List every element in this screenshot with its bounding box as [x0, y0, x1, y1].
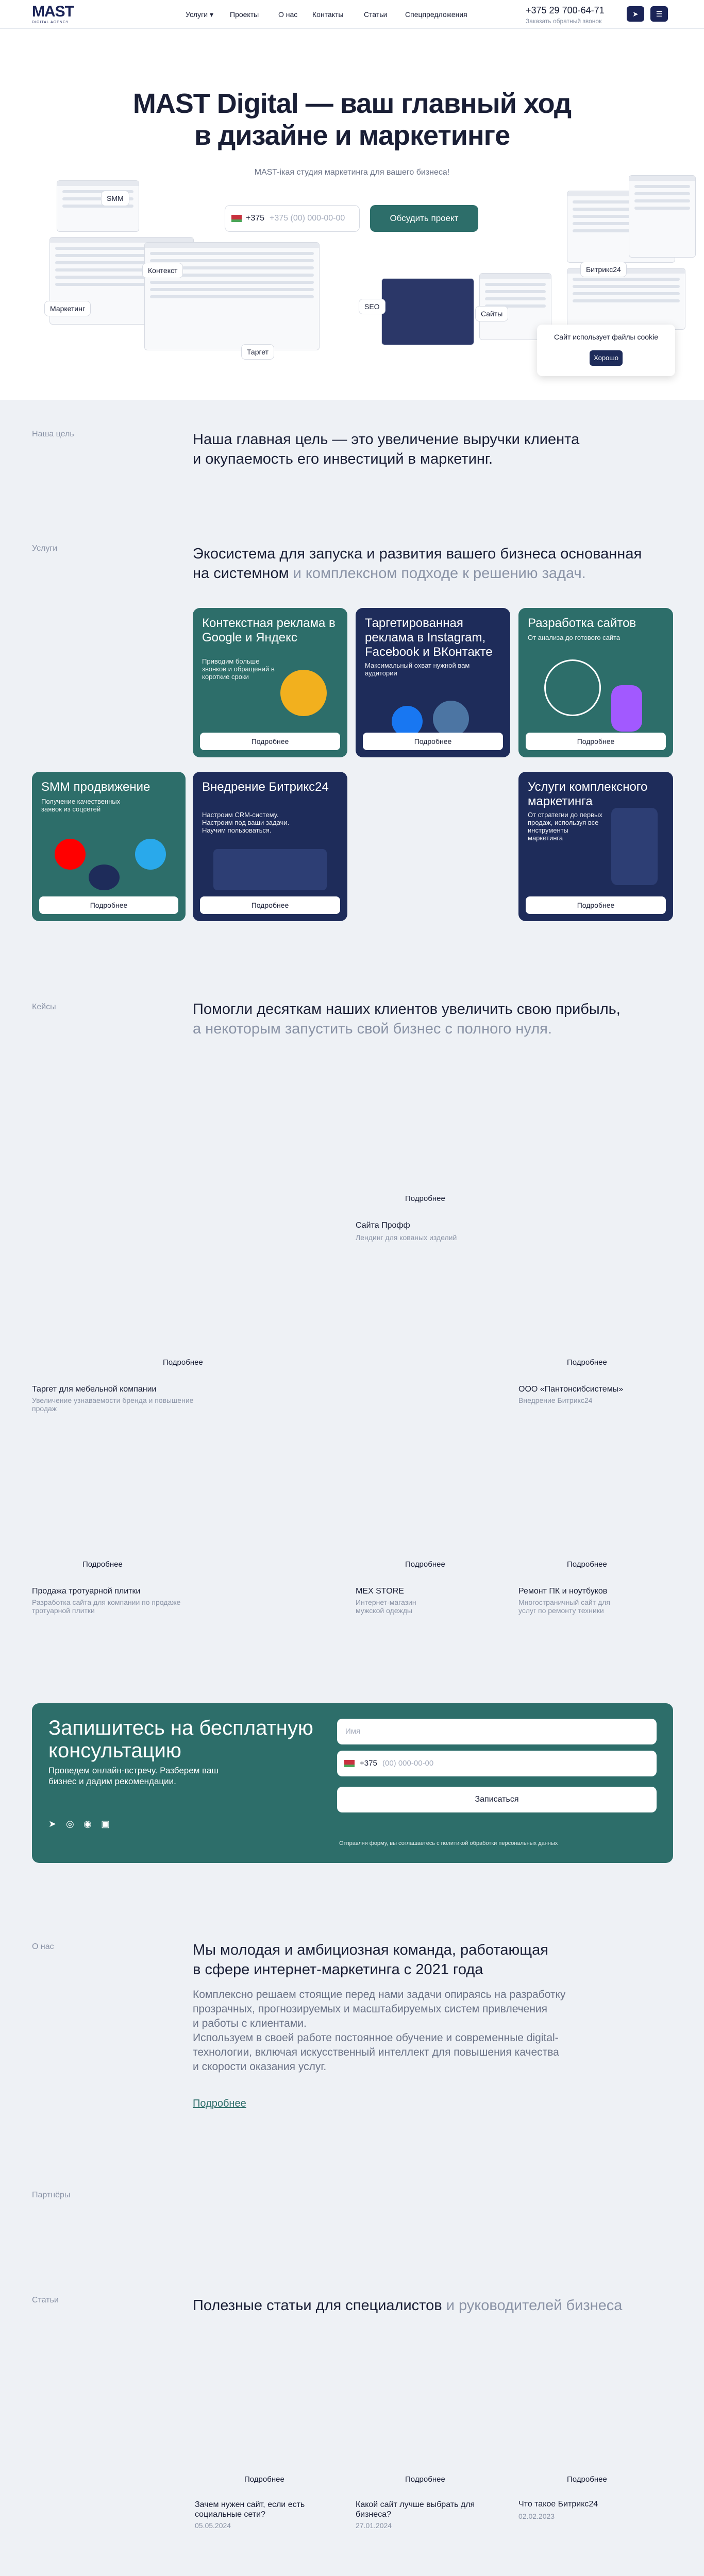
whatsapp-icon[interactable]: ◉: [83, 1819, 92, 1829]
article-date: 02.02.2023: [518, 2512, 555, 2520]
article-more-link[interactable]: Подробнее: [567, 2475, 607, 2484]
service-card-title: Разработка сайтов: [528, 616, 636, 630]
phone-placeholder: (00) 000-00-00: [382, 1759, 434, 1768]
article-title[interactable]: Какой сайт лучше выбрать для бизнеса?: [356, 2500, 475, 2519]
case-desc: Внедрение Битрикс24: [518, 1396, 593, 1404]
goal-label: Наша цель: [32, 430, 74, 438]
services-title-dark: на системном: [193, 565, 289, 582]
service-card-more-button[interactable]: Подробнее: [526, 733, 666, 750]
viber-icon[interactable]: ◎: [66, 1819, 74, 1829]
services-title: [193, 544, 642, 583]
case-more-link[interactable]: Подробнее: [163, 1358, 203, 1367]
consult-submit-button[interactable]: Записаться: [337, 1787, 657, 1812]
chip-sites: Сайты: [475, 306, 508, 321]
chess-piece-icon: [611, 808, 658, 885]
article-date: 05.05.2024: [195, 2521, 231, 2530]
hero-title: [0, 88, 704, 151]
case-more-link[interactable]: Подробнее: [567, 1560, 607, 1569]
about-p1-line2: прозрачных, прогнозируемых и масштабируемых систем привлечения: [193, 2003, 548, 2015]
consult-title: [48, 1717, 313, 1762]
about-p2-line2: технологии, включая искусственный интеллект для повышения качества: [193, 2046, 559, 2058]
goal-text: [193, 430, 579, 469]
logo-text: MAST: [32, 3, 74, 20]
service-card-bitrix[interactable]: [193, 772, 347, 921]
telegram-icon: [135, 839, 166, 870]
logo[interactable]: [32, 3, 74, 24]
mock-screen: [567, 268, 685, 330]
case-desc: Интернет-магазин мужской одежды: [356, 1598, 416, 1615]
about-p2-line3: и скорости оказания услуг.: [193, 2061, 327, 2073]
services-title-dim: и комплексном подходе к решению задач.: [289, 565, 586, 582]
google-ads-icon: [280, 670, 327, 716]
nav-projects[interactable]: Проекты: [230, 10, 259, 19]
mock-screen: [144, 242, 320, 350]
articles-label: Статьи: [32, 2296, 59, 2304]
goal-line1: Наша главная цель — это увеличение выручки клиента: [193, 431, 580, 448]
service-card-smm[interactable]: [32, 772, 186, 921]
mock-screen: [629, 175, 696, 258]
article-date: 27.01.2024: [356, 2521, 392, 2530]
case-title[interactable]: Сайта Профф: [356, 1221, 410, 1230]
service-card-more-button[interactable]: Подробнее: [200, 896, 340, 914]
service-card-desc: Настроим CRM-систему. Настроим под ваши задачи. Научим пользоваться.: [202, 811, 290, 834]
about-p1-line1: Комплексно решаем стоящие перед нами задачи опираясь на разработку: [193, 1989, 566, 2001]
service-card-context[interactable]: [193, 608, 347, 757]
logo-subtitle: DIGITAL AGENCY: [32, 21, 69, 24]
article-title[interactable]: Зачем нужен сайт, если есть социальные сети?: [195, 2500, 305, 2519]
service-card-title: Таргетированная реклама в Instagram, Facebook и ВКонтакте: [365, 616, 493, 659]
phone-placeholder: +375 (00) 000-00-00: [270, 214, 345, 223]
case-title[interactable]: MEX STORE: [356, 1587, 404, 1596]
telegram-icon[interactable]: ➤: [627, 6, 644, 22]
about-more-link[interactable]: Подробнее: [193, 2098, 246, 2109]
consult-title-line1: Запишитесь на бесплатную: [48, 1717, 313, 1739]
site-header: [0, 0, 704, 29]
service-card-title: Контекстная реклама в Google и Яндекс: [202, 616, 336, 645]
case-desc: Увеличение узнаваемости бренда и повышение продаж: [32, 1396, 194, 1413]
belarus-flag-icon: [344, 1760, 355, 1767]
vk-icon: [433, 701, 469, 737]
about-p2-line1: Используем в своей работе постоянное обучение и современные digital-: [193, 2032, 559, 2044]
cases-title-line2: а некоторым запустить свой бизнес с полного нуля.: [193, 1021, 552, 1037]
services-label: Услуги: [32, 544, 58, 553]
telegram-icon[interactable]: ➤: [48, 1819, 57, 1829]
consult-title-line2: консультацию: [48, 1739, 181, 1762]
phone-code: +375: [360, 1759, 377, 1768]
case-desc: Разработка сайта для компании по продаже тротуарной плитки: [32, 1598, 181, 1615]
consult-phone-input[interactable]: [337, 1751, 657, 1776]
service-card-desc: Приводим больше звонков и обращений в короткие сроки: [202, 657, 275, 681]
service-card-more-button[interactable]: Подробнее: [363, 733, 503, 750]
consult-desc: [48, 1765, 219, 1787]
service-card-more-button[interactable]: Подробнее: [200, 733, 340, 750]
nav-services[interactable]: Услуги ▾: [186, 10, 213, 19]
chip-smm: SMM: [101, 191, 129, 206]
chip-bitrix: Битрикс24: [580, 262, 627, 277]
service-card-more-button[interactable]: Подробнее: [526, 896, 666, 914]
hero-title-line2: в дизайне и маркетинге: [194, 120, 510, 151]
case-more-link[interactable]: Подробнее: [82, 1560, 123, 1569]
article-more-link[interactable]: Подробнее: [244, 2475, 284, 2484]
service-card-title: Внедрение Битрикс24: [202, 780, 329, 794]
service-card-title: SMM продвижение: [41, 780, 150, 794]
service-card-desc: Максимальный охват нужной вам аудитории: [365, 662, 470, 677]
chip-context: Контекст: [142, 263, 183, 278]
article-title[interactable]: Что такое Битрикс24: [518, 2500, 598, 2509]
case-more-link[interactable]: Подробнее: [405, 1194, 445, 1203]
service-card-sites[interactable]: [518, 608, 673, 757]
nav-contacts[interactable]: Контакты: [312, 10, 344, 19]
case-desc: Многостраничный сайт для услуг по ремонту техники: [518, 1598, 610, 1615]
phone-code: +375: [246, 214, 265, 223]
partners-label: Партнёры: [32, 2191, 71, 2199]
belarus-flag-icon: [231, 215, 242, 222]
about-title: [193, 1940, 548, 1979]
instagram-icon[interactable]: ▣: [101, 1819, 110, 1829]
case-more-link[interactable]: Подробнее: [567, 1358, 607, 1367]
services-title-line1: Экосистема для запуска и развития вашего бизнеса основанная: [193, 546, 642, 562]
consult-block: [32, 1703, 673, 1863]
header-callback[interactable]: Заказать обратный звонок: [526, 18, 602, 25]
figma-icon: [611, 685, 642, 732]
cases-title: [193, 999, 621, 1039]
service-card-more-button[interactable]: Подробнее: [39, 896, 178, 914]
hero-title-line1: MAST Digital — ваш главный ход: [132, 88, 572, 119]
nav-offers[interactable]: Спецпредложения: [405, 10, 467, 19]
hero-subtitle: MAST-ікая студия маркетинга для вашего бизнеса!: [254, 168, 450, 177]
consult-policy[interactable]: Отправляя форму, вы соглашаетесь с политикой обработки персональных данных: [339, 1840, 558, 1846]
tilda-icon: [544, 659, 601, 716]
articles-title: [193, 2296, 622, 2315]
chip-seo: SEO: [359, 299, 385, 314]
case-title[interactable]: Ремонт ПК и ноутбуков: [518, 1587, 608, 1596]
case-desc: Лендинг для кованых изделий: [356, 1233, 457, 1242]
service-card-desc: Получение качественных заявок из соцсетей: [41, 798, 121, 813]
service-card-desc: От стратегии до первых продаж, используя все инструменты маркетинга: [528, 811, 602, 842]
name-placeholder: Имя: [345, 1727, 361, 1736]
hero-phone-input[interactable]: [225, 205, 360, 232]
chip-marketing: Маркетинг: [44, 301, 91, 316]
chip-target: Таргет: [241, 344, 274, 360]
cases-label: Кейсы: [32, 1003, 56, 1011]
bitrix-dashboard-icon: [213, 849, 327, 890]
cookie-ok-button[interactable]: Хорошо: [590, 350, 623, 366]
nav-about[interactable]: О нас: [278, 10, 298, 19]
about-title-line1: Мы молодая и амбициозная команда, работающая: [193, 1942, 548, 1958]
cookie-banner: [537, 325, 675, 376]
facebook-icon: [392, 706, 423, 737]
about-p1-line3: и работы с клиентами.: [193, 2018, 307, 2029]
service-card-complex[interactable]: [518, 772, 673, 921]
article-more-link[interactable]: Подробнее: [405, 2475, 445, 2484]
articles-title-dim: и руководителей бизнеса: [442, 2297, 623, 2314]
mock-screen: [57, 180, 139, 232]
youtube-icon: [55, 839, 86, 870]
about-title-line2: в сфере интернет-маркетинга с 2021 года: [193, 1961, 483, 1978]
case-title[interactable]: Таргет для мебельной компании: [32, 1385, 157, 1394]
mock-screen-dark: [381, 278, 474, 345]
case-more-link[interactable]: Подробнее: [405, 1560, 445, 1569]
service-card-title: Услуги комплексного маркетинга: [528, 780, 648, 808]
consult-desc-line2: бизнес и дадим рекомендации.: [48, 1776, 176, 1786]
articles-title-dark: Полезные статьи для специалистов: [193, 2297, 442, 2314]
service-card-target[interactable]: [356, 608, 510, 757]
header-phone[interactable]: +375 29 700-64-71: [526, 5, 605, 15]
goal-line2: и окупаемость его инвестиций в маркетинг.: [193, 451, 493, 467]
about-label: О нас: [32, 1942, 54, 1951]
menu-icon[interactable]: ☰: [650, 6, 668, 22]
cases-title-line1: Помогли десяткам наших клиентов увеличить свою прибыль,: [193, 1001, 621, 1018]
consult-desc-line1: Проведем онлайн-встречу. Разберем ваш: [48, 1766, 219, 1775]
case-title[interactable]: ООО «Пантонсибсистемы»: [518, 1385, 624, 1394]
service-card-desc: От анализа до готового сайта: [528, 634, 621, 641]
nav-articles[interactable]: Статьи: [364, 10, 388, 19]
chess-piece-icon: [89, 865, 120, 890]
discuss-project-button[interactable]: Обсудить проект: [370, 205, 478, 232]
case-title[interactable]: Продажа тротуарной плитки: [32, 1587, 141, 1596]
about-text: [193, 1988, 565, 2074]
consult-name-input[interactable]: [337, 1719, 657, 1744]
cookie-text: Сайт использует файлы cookie: [554, 333, 658, 341]
